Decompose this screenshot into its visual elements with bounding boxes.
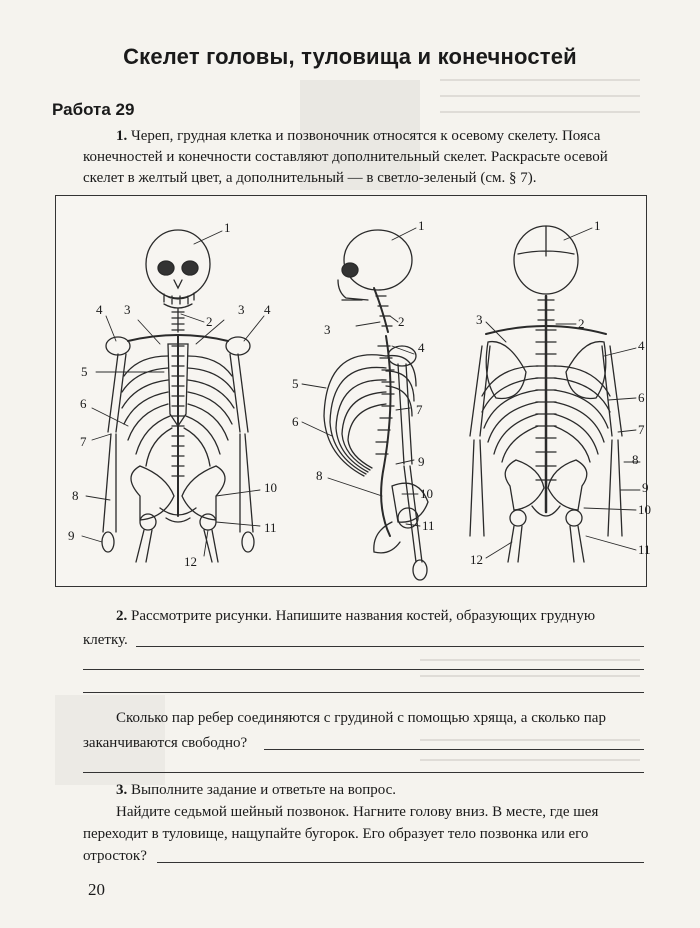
- front-label-8: 8: [72, 488, 79, 503]
- task1-text-line3: скелет в желтый цвет, а дополнительный — в светло-зеленый (см. § 7).: [83, 170, 537, 186]
- answer-line-3[interactable]: [83, 692, 644, 693]
- back-label-3: 3: [476, 312, 483, 327]
- back-label-4: 4: [638, 338, 645, 353]
- front-label-4-left: 4: [96, 302, 103, 317]
- front-skeleton: [102, 230, 254, 562]
- task3-text-line1: Выполните задание и ответьте на вопрос.: [131, 782, 397, 798]
- side-label-8: 8: [316, 468, 323, 483]
- task3-text-line3: переходит в туловище, нащупайте бугорок. Его образует тело позвонка или его: [83, 826, 589, 842]
- front-label-7: 7: [80, 434, 87, 449]
- front-label-11: 11: [264, 520, 277, 535]
- side-label-4: 4: [418, 340, 425, 355]
- task3-line1: [116, 780, 396, 801]
- side-label-10: 10: [420, 486, 433, 501]
- side-label-6: 6: [292, 414, 299, 429]
- task2-text-line2: клетку.: [83, 632, 128, 648]
- task2-text-line1: Рассмотрите рисунки. Напишите названия костей, образующих грудную: [131, 608, 596, 624]
- task1-line1: [116, 126, 600, 147]
- side-label-7: 7: [416, 402, 423, 417]
- front-label-5: 5: [81, 364, 88, 379]
- front-label-1: 1: [224, 220, 231, 235]
- side-label-3: 3: [324, 322, 331, 337]
- back-label-8: 8: [632, 452, 639, 467]
- back-label-7: 7: [638, 422, 645, 437]
- task3-text-line2: Найдите седьмой шейный позвонок. Нагните голову вниз. В месте, где шея: [116, 804, 599, 820]
- back-label-2: 2: [578, 316, 585, 331]
- work-label: Работа 29: [52, 100, 135, 119]
- side-skeleton: [324, 230, 428, 580]
- task1-number: 1.: [116, 128, 128, 144]
- page-number: 20: [88, 880, 105, 899]
- task2-question-line1: Сколько пар ребер соединяются с грудиной с помощью хряща, а сколько пар: [116, 710, 606, 726]
- task2-question-line2: заканчиваются свободно?: [83, 735, 248, 751]
- answer-line-4[interactable]: [264, 749, 644, 750]
- front-label-2: 2: [206, 314, 213, 329]
- side-label-2: 2: [398, 314, 405, 329]
- answer-line-5[interactable]: [83, 772, 644, 773]
- front-label-10: 10: [264, 480, 277, 495]
- back-label-9: 9: [642, 480, 649, 495]
- back-label-10: 10: [638, 502, 651, 517]
- answer-line-1[interactable]: [136, 646, 644, 647]
- front-label-9: 9: [68, 528, 75, 543]
- side-label-11: 11: [422, 518, 435, 533]
- back-label-12: 12: [470, 552, 483, 567]
- side-label-1: 1: [418, 218, 425, 233]
- task3-text-line4: отросток?: [83, 848, 147, 864]
- back-label-11: 11: [638, 542, 651, 557]
- skeleton-illustrations: [56, 196, 651, 586]
- front-label-6: 6: [80, 396, 87, 411]
- side-label-5: 5: [292, 376, 299, 391]
- front-label-3-right: 3: [238, 302, 245, 317]
- page-title: Скелет головы, туловища и конечностей: [123, 44, 577, 69]
- skeleton-figure: [55, 195, 651, 587]
- answer-line-6[interactable]: [157, 862, 644, 863]
- answer-line-2[interactable]: [83, 669, 644, 670]
- task1-text-line1: Череп, грудная клетка и позвоночник относятся к осевому скелету. Пояса: [131, 128, 601, 144]
- task2-line1: [116, 606, 595, 627]
- task3-number: 3.: [116, 782, 128, 798]
- back-label-1: 1: [594, 218, 601, 233]
- back-skeleton: [470, 226, 622, 562]
- front-label-12: 12: [184, 554, 197, 569]
- side-label-9: 9: [418, 454, 425, 469]
- task1-text-line2: конечностей и конечности составляют дополнительный скелет. Раскрасьте осевой: [83, 149, 608, 165]
- back-label-6: 6: [638, 390, 645, 405]
- front-label-3-left: 3: [124, 302, 131, 317]
- front-label-4-right: 4: [264, 302, 271, 317]
- task2-number: 2.: [116, 608, 128, 624]
